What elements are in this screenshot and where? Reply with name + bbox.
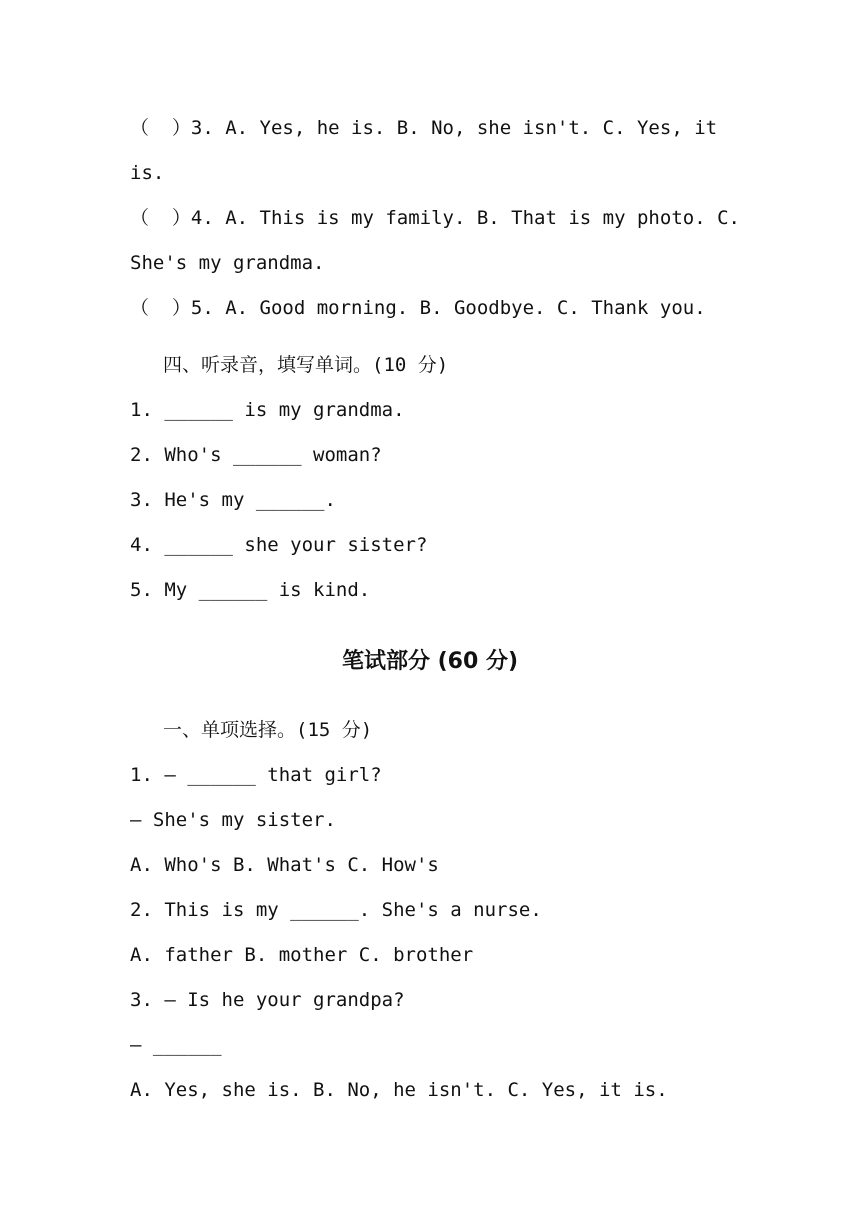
listening-question-4-line-1: （ ）4. A. This is my family. B. That is my photo. C. (130, 207, 740, 229)
fill-item-5: 5. My ______ is kind. (130, 579, 371, 601)
choice-question-3: 3. — Is he your grandpa? (130, 989, 405, 1011)
listening-question-5: （ ）5. A. Good morning. B. Goodbye. C. Thank you. (130, 297, 706, 319)
listening-question-3-line-1: （ ）3. A. Yes, he is. B. No, she isn't. C. Yes, it (130, 117, 718, 139)
choice-question-1: 1. — ______ that girl? (130, 764, 382, 786)
choice-question-2-options: A. father B. mother C. brother (130, 944, 474, 966)
section-4-title: 四、听录音，填写单词。(10 分) (163, 354, 449, 376)
listening-question-4-line-2: She's my grandma. (130, 252, 325, 274)
choice-question-1-options: A. Who's B. What's C. How's (130, 854, 439, 876)
choice-question-1-answer-line: — She's my sister. (130, 809, 336, 831)
listening-question-3-line-2: is. (130, 162, 165, 184)
choice-question-2: 2. This is my ______. She's a nurse. (130, 899, 542, 921)
fill-item-4: 4. ______ she your sister? (130, 534, 428, 556)
fill-item-3: 3. He's my ______. (130, 489, 336, 511)
written-part-heading: 笔试部分 (60 分) (341, 649, 519, 674)
fill-item-1: 1. ______ is my grandma. (130, 399, 405, 421)
choice-question-3-options: A. Yes, she is. B. No, he isn't. C. Yes, it is. (130, 1079, 668, 1101)
choice-question-3-answer-line: — ______ (130, 1034, 222, 1056)
fill-item-2: 2. Who's ______ woman? (130, 444, 382, 466)
section-1-title: 一、单项选择。(15 分) (163, 719, 373, 741)
